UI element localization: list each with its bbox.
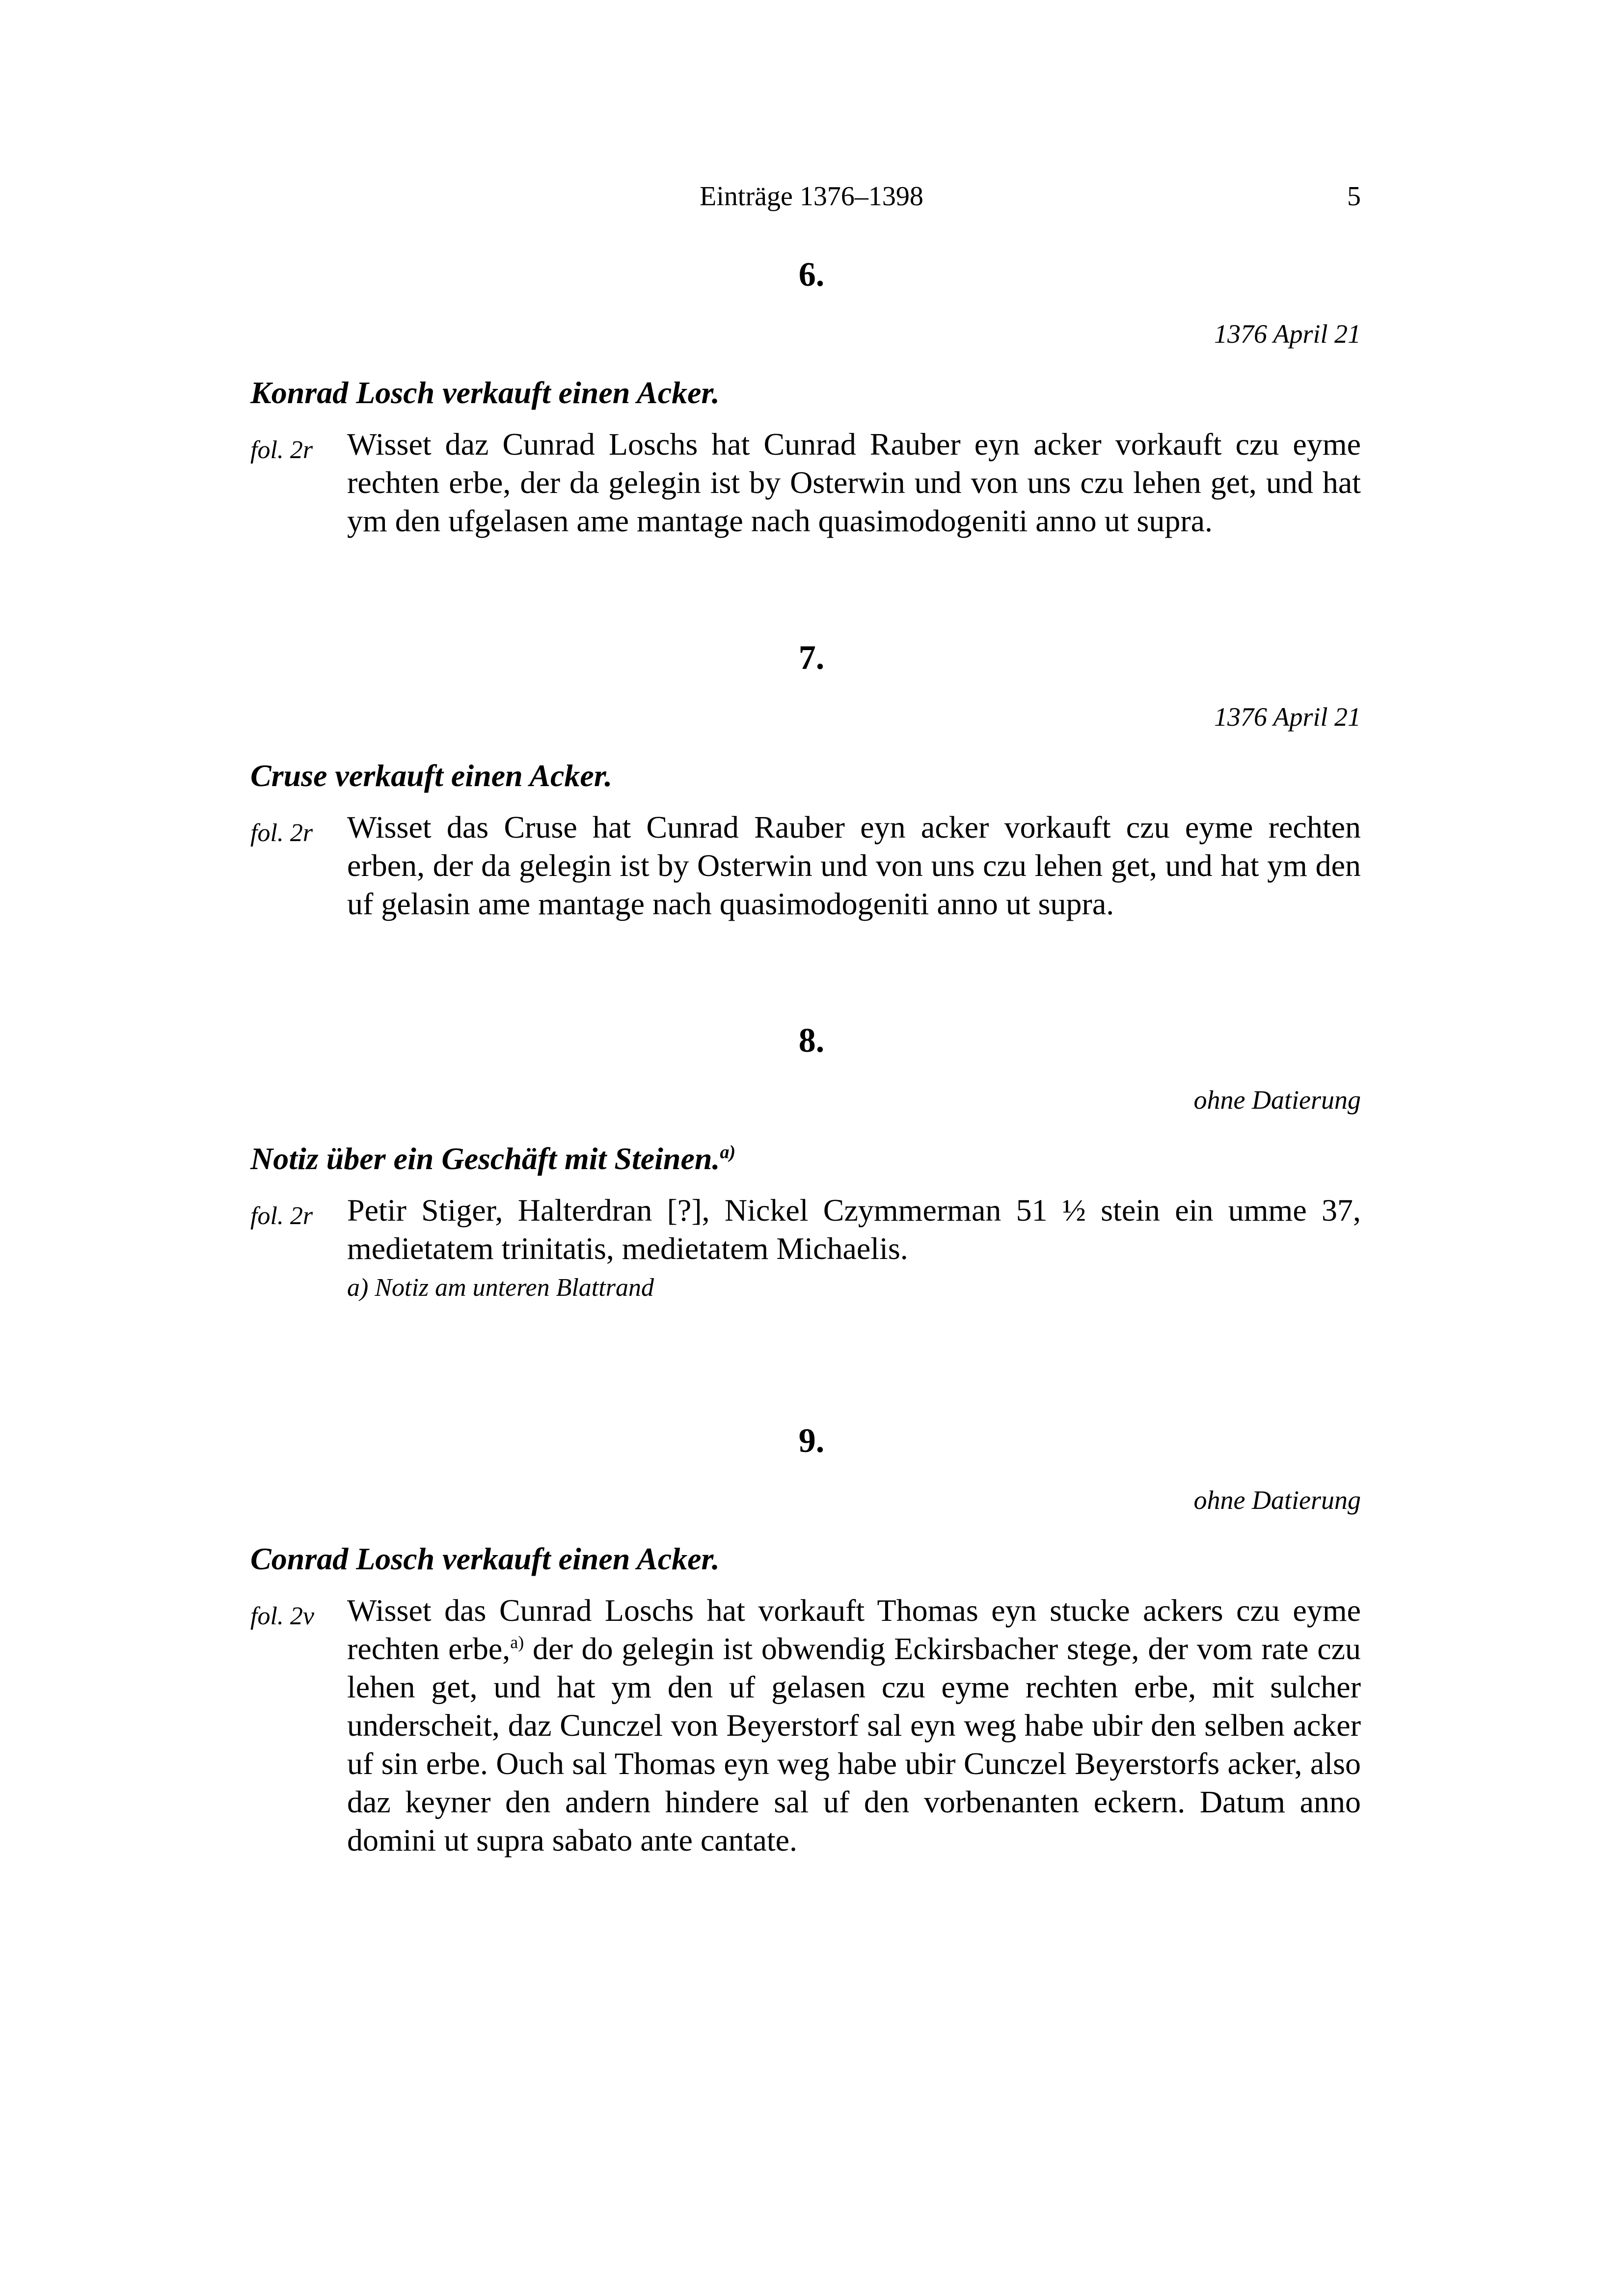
entry-title-text: Conrad Losch verkauft einen Acker.: [250, 1541, 720, 1576]
entry-number: 9.: [798, 1422, 825, 1460]
entry-text: [347, 1591, 1361, 1859]
entry-title: [250, 751, 1361, 800]
folio-reference: fol. 2v: [250, 1602, 314, 1630]
entry-date: 1376 April 21: [1214, 319, 1361, 349]
folio-reference: fol. 2r: [250, 819, 313, 847]
entry-title: [250, 1534, 1361, 1584]
entry-title: [250, 1134, 1361, 1183]
entry-number: 8.: [798, 1022, 825, 1060]
entry-text-part-2: der do gelegin ist obwendig Eckirsbacher stege, der vom rate czu lehen get, und hat ym den uf gelasen czu eyme rechten erbe, mit sulcher underscheit, daz Cunczel von Beyerstorf sal eyn weg habe ubir den selben acker uf sin erbe. Ouch sal Thomas eyn weg habe ubir Cunczel Beyerstorfs acker, also daz keyner den andern hindere sal uf den vorbenanten eckern. Datum anno domini ut supra sabato ante cantate.: [347, 1631, 1361, 1858]
entry-text-part-1: Wisset daz Cunrad Loschs hat Cunrad Rauber eyn acker vorkauft czu eyme rechten erbe, der da gelegin ist by Osterwin und von uns czu lehen get, und hat ym den ufgelasen ame mantage nach quasimodogeniti anno ut supra.: [347, 427, 1361, 538]
entry-title-text: Konrad Losch verkauft einen Acker.: [250, 375, 720, 410]
entry-title: [250, 368, 1361, 417]
page-number: 5: [1347, 181, 1361, 212]
entry-text: [347, 425, 1361, 540]
entry-date: ohne Datierung: [1193, 1485, 1361, 1515]
running-head: Einträge 1376–1398: [700, 181, 923, 212]
title-footnote-marker: a): [720, 1142, 736, 1163]
entry-date: ohne Datierung: [1193, 1085, 1361, 1115]
folio-reference: fol. 2r: [250, 436, 313, 464]
entry-title-text: Notiz über ein Geschäft mit Steinen.: [250, 1141, 720, 1176]
entry-text-part-1: Wisset das Cunrad Loschs hat vorkauft Thomas eyn stucke ackers czu eyme rechten erbe,: [347, 1593, 1361, 1666]
footnote: a) Notiz am unteren Blattrand: [347, 1274, 654, 1302]
folio-reference: fol. 2r: [250, 1202, 313, 1230]
entry-text-part-1: Wisset das Cruse hat Cunrad Rauber eyn acker vorkauft czu eyme rechten erben, der da gelegin ist by Osterwin und von uns czu lehen get, und hat ym den uf gelasin ame mantage nach quasimodogeniti anno ut supra.: [347, 810, 1361, 921]
text-footnote-marker: a): [510, 1632, 524, 1652]
entry-date: 1376 April 21: [1214, 702, 1361, 732]
entry-text: [347, 1191, 1361, 1268]
entry-number: 6.: [798, 256, 825, 294]
entry-text: [347, 808, 1361, 923]
entry-title-text: Cruse verkauft einen Acker.: [250, 758, 613, 793]
entry-number: 7.: [798, 639, 825, 677]
entry-text-part-1: Petir Stiger, Halterdran [?], Nickel Czymmerman 51 ½ stein ein umme 37, medietatem trinitatis, medietatem Michaelis.: [347, 1193, 1361, 1266]
